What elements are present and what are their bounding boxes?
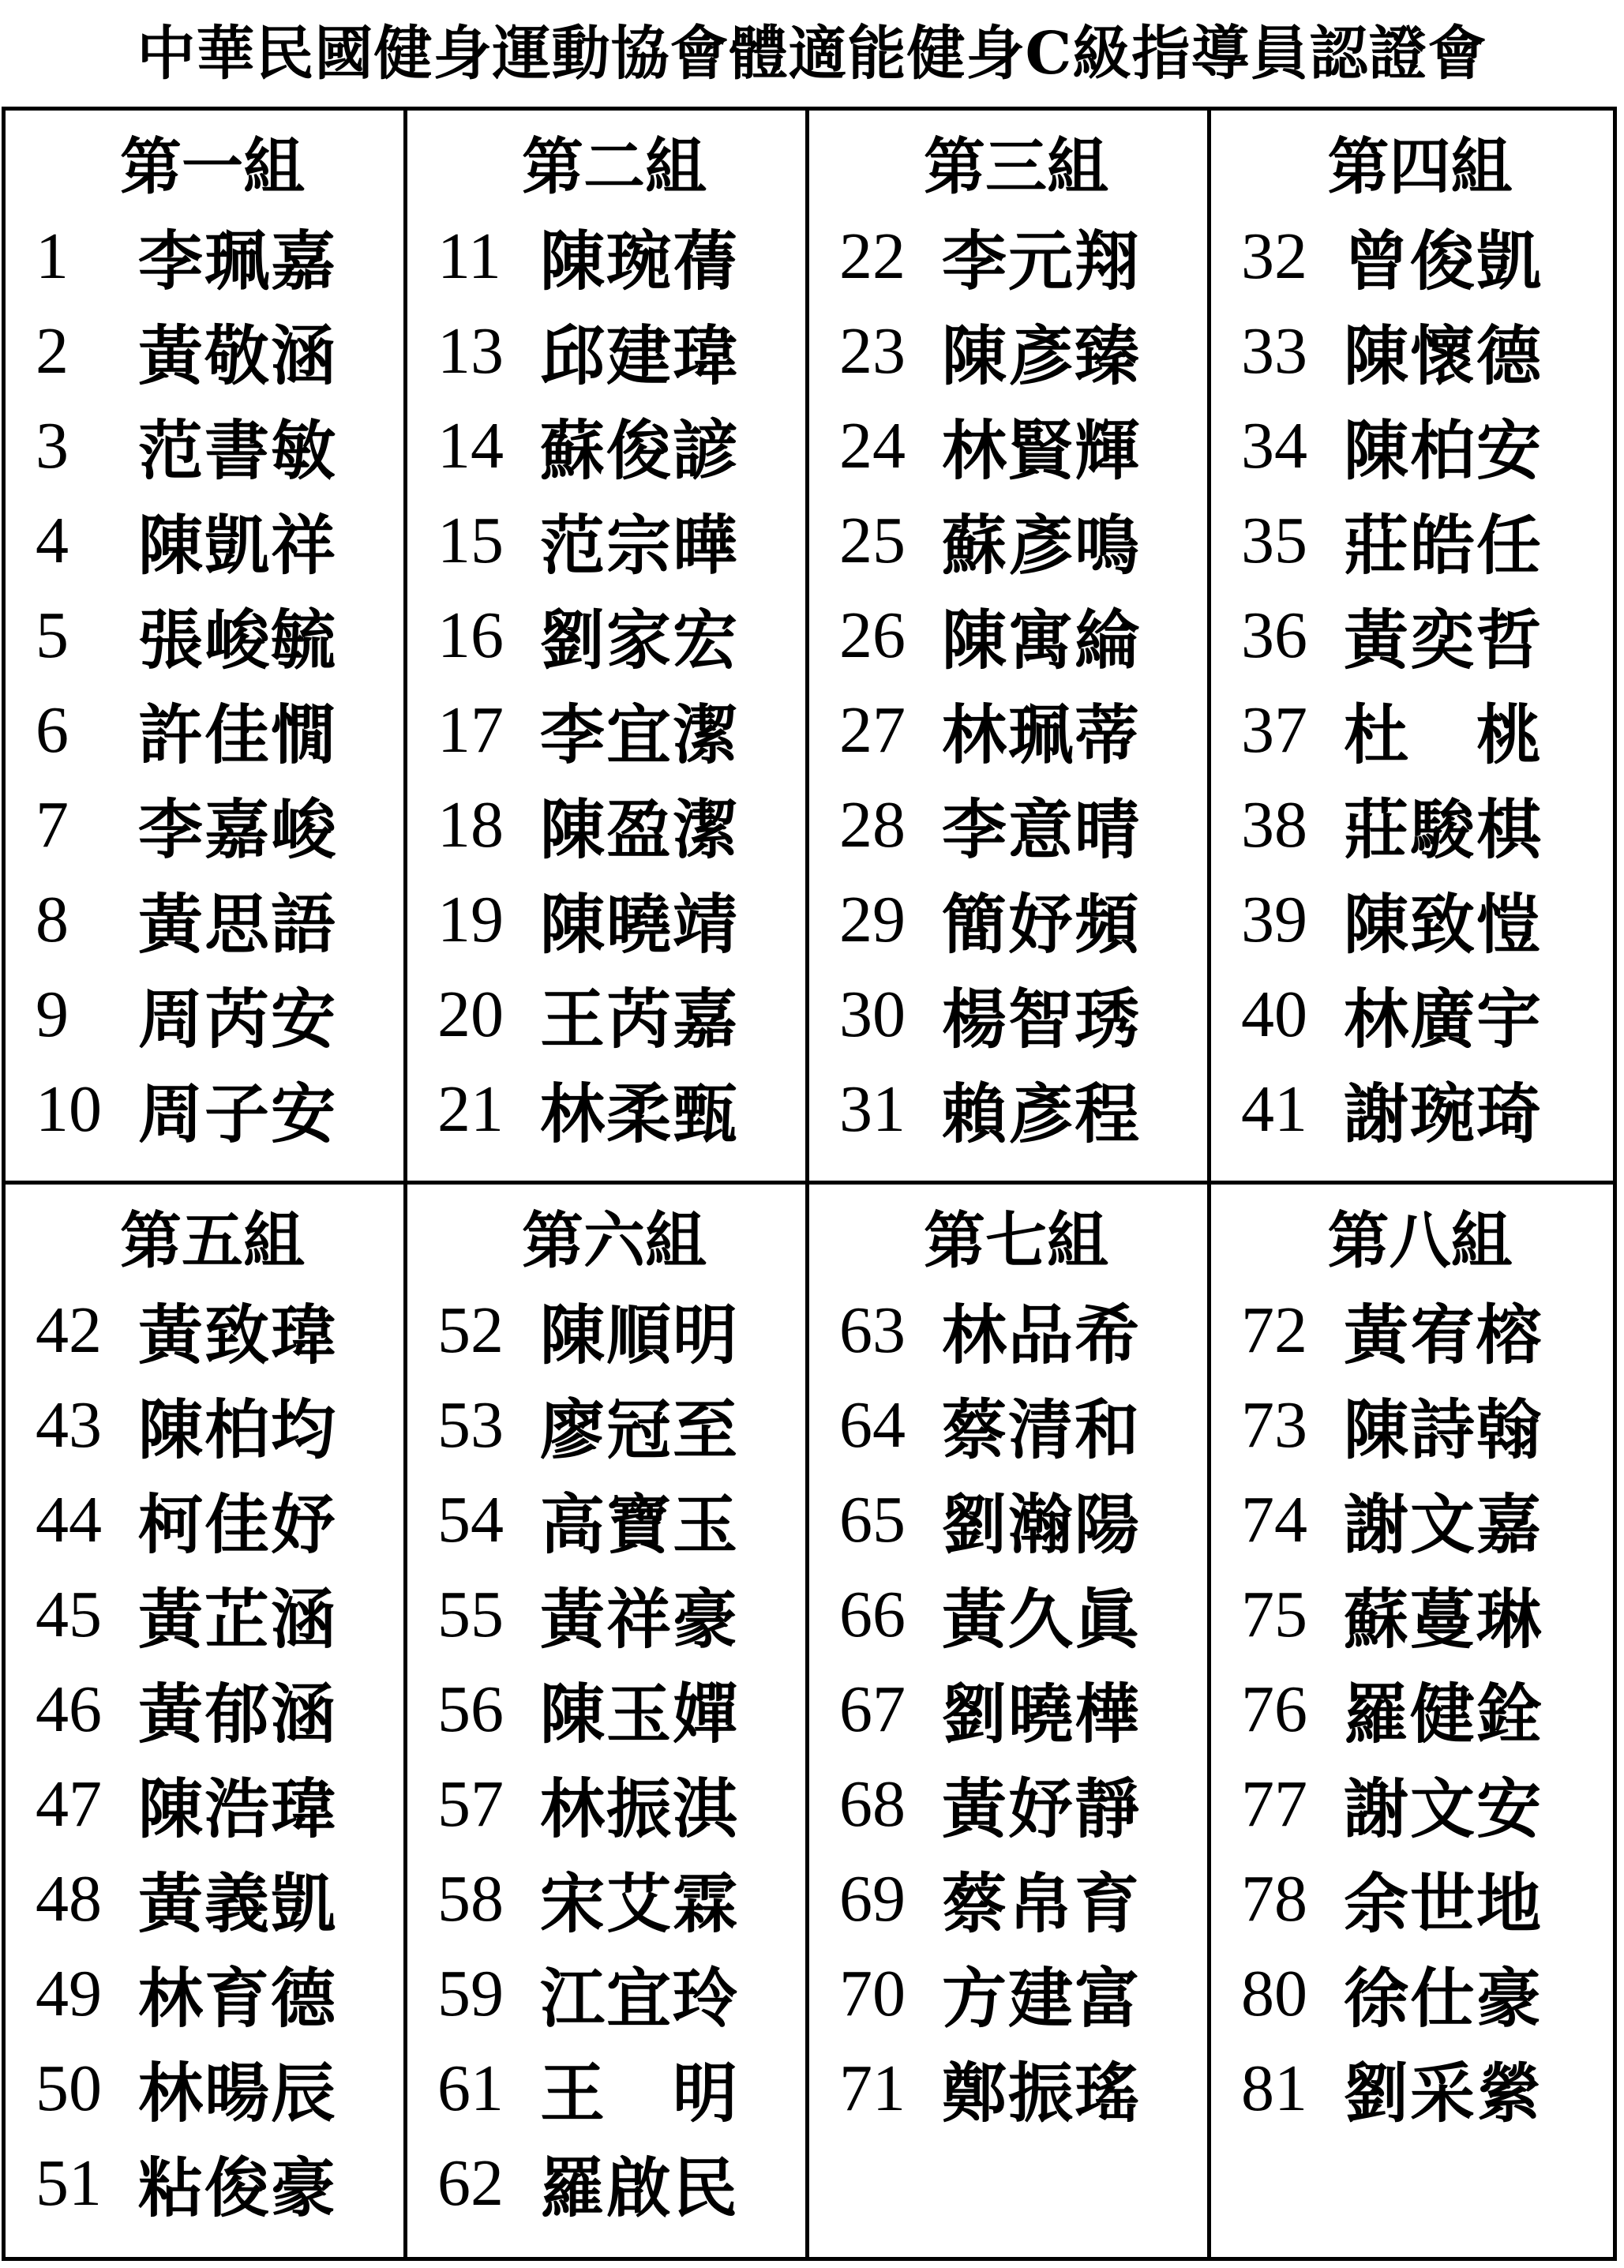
member-row [1241,588,1599,682]
member-name: 黃奕哲 [1344,602,1543,678]
member-number: 68 [839,1767,906,1841]
member-name: 莊駿棋 [1344,791,1543,868]
member-name: 陳凱祥 [138,507,338,584]
member-number: 41 [1241,1072,1307,1146]
member-name: 謝琬琦 [1344,1076,1543,1152]
group-header: 第六組 [521,1205,707,1277]
member-number: 81 [1241,2051,1307,2125]
member-number: 51 [36,2146,102,2220]
member-row [1241,208,1599,303]
member-number: 28 [839,787,906,862]
member-row [36,208,389,303]
member-name: 柯佳妤 [138,1486,338,1563]
member-name: 楊智琇 [942,981,1142,1057]
member-number: 61 [437,2051,504,2125]
member-list [36,208,389,1156]
member-number: 10 [36,1072,102,1146]
member-number: 78 [1241,1861,1307,1936]
member-row [437,588,791,682]
member-name: 林珮蒂 [942,697,1142,773]
member-row [839,2041,1193,2135]
member-name: 王 明 [540,2055,740,2131]
member-row [1241,1061,1599,1156]
member-row [1241,1756,1599,1851]
member-row [839,1946,1193,2041]
member-number: 74 [1241,1482,1307,1556]
member-row [839,1061,1193,1156]
member-row [839,1851,1193,1946]
group-header: 第八組 [1327,1205,1513,1277]
member-name: 徐仕豪 [1344,1960,1543,2037]
group-cell [1211,111,1613,1185]
member-name: 周子安 [138,1076,338,1152]
member-name: 李元翔 [942,223,1142,299]
member-name: 羅啟民 [540,2150,740,2226]
group-header: 第一組 [119,131,305,203]
member-name: 劉采縈 [1344,2055,1543,2131]
member-number: 22 [839,219,906,293]
member-row [1241,1377,1599,1472]
member-name: 謝文嘉 [1344,1486,1543,1563]
member-row [839,1567,1193,1662]
member-row [437,1472,791,1567]
member-list [437,208,791,1156]
member-row [1241,1946,1599,2041]
member-number: 56 [437,1672,504,1746]
member-row [36,872,389,967]
member-name: 李宜潔 [540,697,740,773]
member-row [1241,967,1599,1061]
member-row [1241,682,1599,777]
member-row [437,682,791,777]
member-row [36,1662,389,1756]
member-number: 11 [437,219,501,293]
member-name: 廖冠至 [540,1391,740,1468]
member-name: 李意晴 [942,791,1142,868]
member-name: 謝文安 [1344,1770,1543,1847]
member-number: 42 [36,1293,102,1367]
member-number: 45 [36,1577,102,1651]
member-number: 19 [437,882,504,956]
member-number: 54 [437,1482,504,1556]
member-row [839,1472,1193,1567]
member-number: 5 [36,598,69,672]
member-number: 43 [36,1387,102,1462]
member-name: 蘇蔓琳 [1344,1581,1543,1658]
member-row [437,1567,791,1662]
member-number: 67 [839,1672,906,1746]
group-header: 第七組 [923,1205,1108,1277]
member-row [839,303,1193,398]
member-name: 余世地 [1344,1865,1543,1942]
member-row [839,967,1193,1061]
member-row [36,493,389,588]
member-number: 16 [437,598,504,672]
member-name: 黃郁涵 [138,1676,338,1752]
group-cell [407,1185,809,2257]
member-name: 陳柏均 [138,1391,338,1468]
member-name: 張峻毓 [138,602,338,678]
member-row [36,1946,389,2041]
member-row [1241,1472,1599,1567]
member-number: 77 [1241,1767,1307,1841]
group-header: 第二組 [521,131,707,203]
group-cell [407,111,809,1185]
member-row [437,1946,791,2041]
member-list [1241,208,1599,1156]
member-row [437,1061,791,1156]
member-row [36,1567,389,1662]
member-row [437,2135,791,2230]
member-row [36,967,389,1061]
member-name: 陳柏安 [1344,412,1543,489]
member-number: 49 [36,1956,102,2030]
member-number: 55 [437,1577,504,1651]
member-row [437,1851,791,1946]
member-row [1241,1567,1599,1662]
member-row [36,1851,389,1946]
member-row [437,1282,791,1377]
member-name: 曾俊凱 [1344,223,1543,299]
member-row [437,398,791,493]
member-number: 52 [437,1293,504,1367]
member-row [36,2041,389,2135]
member-name: 周芮安 [138,981,338,1057]
member-name: 蔡清和 [942,1391,1142,1468]
member-row [437,303,791,398]
member-number: 4 [36,503,69,577]
member-name: 陳致愷 [1344,886,1543,963]
member-number: 7 [36,787,69,862]
member-number: 15 [437,503,504,577]
member-row [36,588,389,682]
member-row [1241,1662,1599,1756]
member-number: 46 [36,1672,102,1746]
member-number: 36 [1241,598,1307,672]
member-name: 陳曉靖 [540,886,740,963]
group-header: 第三組 [923,131,1108,203]
member-list [36,1282,389,2230]
member-name: 江宜玲 [540,1960,740,2037]
member-number: 47 [36,1767,102,1841]
member-number: 64 [839,1387,906,1462]
member-number: 35 [1241,503,1307,577]
member-list [839,208,1193,1156]
member-number: 14 [437,408,504,483]
member-number: 24 [839,408,906,483]
member-name: 簡妤頻 [942,886,1142,963]
member-number: 38 [1241,787,1307,862]
member-name: 黃敬涵 [138,317,338,394]
member-number: 70 [839,1956,906,2030]
group-header: 第四組 [1327,131,1513,203]
member-number: 71 [839,2051,906,2125]
member-name: 劉曉樺 [942,1676,1142,1752]
member-number: 29 [839,882,906,956]
member-name: 王芮嘉 [540,981,740,1057]
member-number: 17 [437,693,504,767]
member-name: 李嘉峻 [138,791,338,868]
member-number: 65 [839,1482,906,1556]
member-name: 劉家宏 [540,602,740,678]
member-row [437,493,791,588]
member-number: 1 [36,219,69,293]
member-number: 62 [437,2146,504,2220]
member-name: 林育德 [138,1960,338,2037]
member-row [839,588,1193,682]
member-name: 方建富 [942,1960,1142,2037]
member-name: 陳盈潔 [540,791,740,868]
member-number: 59 [437,1956,504,2030]
member-row [36,1282,389,1377]
member-name: 林振淇 [540,1770,740,1847]
member-number: 23 [839,314,906,388]
member-number: 69 [839,1861,906,1936]
member-name: 黃致瑋 [138,1297,338,1373]
member-row [1241,1851,1599,1946]
member-name: 黃義凱 [138,1865,338,1942]
member-number: 76 [1241,1672,1307,1746]
member-number: 33 [1241,314,1307,388]
member-number: 21 [437,1072,504,1146]
member-name: 陳順明 [540,1297,740,1373]
member-number: 31 [839,1072,906,1146]
member-name: 黃久眞 [942,1581,1142,1658]
member-name: 黃芷涵 [138,1581,338,1658]
member-name: 林賢輝 [942,412,1142,489]
member-row [839,493,1193,588]
member-row [839,208,1193,303]
member-row [36,777,389,872]
group-cell [6,1185,407,2257]
member-name: 林廣宇 [1344,981,1543,1057]
member-row [839,682,1193,777]
member-name: 鄭振瑤 [942,2055,1142,2131]
member-number: 34 [1241,408,1307,483]
member-row [839,872,1193,967]
member-list [437,1282,791,2230]
member-name: 蔡帛育 [942,1865,1142,1942]
member-name: 劉瀚陽 [942,1486,1142,1563]
member-row [36,303,389,398]
member-name: 蘇彥鳴 [942,507,1142,584]
member-number: 44 [36,1482,102,1556]
member-number: 80 [1241,1956,1307,2030]
member-number: 39 [1241,882,1307,956]
member-name: 羅健銓 [1344,1676,1543,1752]
member-name: 林暘辰 [138,2055,338,2131]
member-number: 50 [36,2051,102,2125]
member-list [839,1282,1193,2135]
member-row [36,398,389,493]
member-number: 25 [839,503,906,577]
member-row [1241,493,1599,588]
member-number: 13 [437,314,504,388]
member-number: 9 [36,977,69,1051]
member-number: 40 [1241,977,1307,1051]
member-row [437,2041,791,2135]
member-row [1241,398,1599,493]
member-name: 陳懷德 [1344,317,1543,394]
member-row [839,1756,1193,1851]
member-number: 63 [839,1293,906,1367]
member-name: 蘇俊諺 [540,412,740,489]
member-name: 李珮嘉 [138,223,338,299]
member-row [839,1377,1193,1472]
member-name: 陳浩瑋 [138,1770,338,1847]
member-row [36,2135,389,2230]
member-list [1241,1282,1599,2135]
member-name: 莊皓任 [1344,507,1543,584]
member-number: 48 [36,1861,102,1936]
member-name: 陳琬蒨 [540,223,740,299]
member-number: 30 [839,977,906,1051]
group-cell [809,1185,1211,2257]
member-row [437,208,791,303]
member-number: 26 [839,598,906,672]
group-roster-table [2,107,1617,2261]
member-name: 邱建瑋 [540,317,740,394]
group-cell [6,111,407,1185]
member-name: 黃思語 [138,886,338,963]
member-name: 杜 桃 [1344,697,1543,773]
member-number: 72 [1241,1293,1307,1367]
member-row [1241,872,1599,967]
member-name: 粘俊豪 [138,2150,338,2226]
member-name: 許佳憪 [138,697,338,773]
group-header: 第五組 [119,1205,305,1277]
member-number: 75 [1241,1577,1307,1651]
member-number: 6 [36,693,69,767]
member-row [36,1756,389,1851]
member-number: 18 [437,787,504,862]
member-row [1241,303,1599,398]
member-name: 黃宥榕 [1344,1297,1543,1373]
member-name: 陳彥臻 [942,317,1142,394]
member-number: 32 [1241,219,1307,293]
member-name: 黃祥豪 [540,1581,740,1658]
member-row [437,1756,791,1851]
member-name: 陳玉嬋 [540,1676,740,1752]
member-number: 73 [1241,1387,1307,1462]
member-number: 57 [437,1767,504,1841]
member-number: 3 [36,408,69,483]
member-row [36,1472,389,1567]
member-number: 66 [839,1577,906,1651]
member-row [437,1377,791,1472]
member-row [437,872,791,967]
member-name: 范書敏 [138,412,338,489]
member-name: 范宗曄 [540,507,740,584]
member-row [839,1282,1193,1377]
member-row [839,1662,1193,1756]
member-row [437,777,791,872]
member-name: 賴彥程 [942,1076,1142,1152]
member-name: 陳寓綸 [942,602,1142,678]
member-row [36,1377,389,1472]
member-row [1241,2041,1599,2135]
member-name: 宋艾霖 [540,1865,740,1942]
member-number: 53 [437,1387,504,1462]
group-cell [1211,1185,1613,2257]
member-number: 20 [437,977,504,1051]
page-title: 中華民國健身運動協會體適能健身C級指導員認證會 [137,20,1487,88]
member-name: 林品希 [942,1297,1142,1373]
member-name: 陳詩翰 [1344,1391,1543,1468]
member-row [839,398,1193,493]
member-name: 黃妤靜 [942,1770,1142,1847]
member-row [437,967,791,1061]
member-name: 林柔甄 [540,1076,740,1152]
member-row [437,1662,791,1756]
member-row [1241,777,1599,872]
member-number: 8 [36,882,69,956]
group-cell [809,111,1211,1185]
member-row [839,777,1193,872]
member-number: 27 [839,693,906,767]
member-number: 37 [1241,693,1307,767]
member-number: 2 [36,314,69,388]
member-name: 高寶玉 [540,1486,740,1563]
member-row [1241,1282,1599,1377]
member-row [36,682,389,777]
member-number: 58 [437,1861,504,1936]
member-row [36,1061,389,1156]
